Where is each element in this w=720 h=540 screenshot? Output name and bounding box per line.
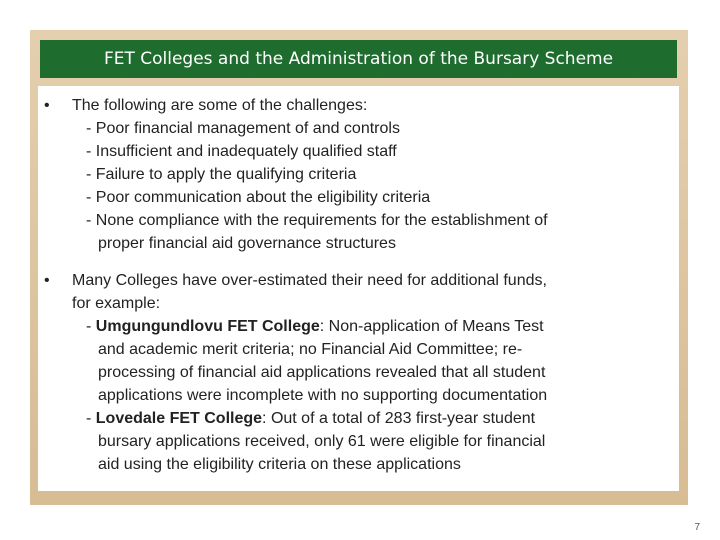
example-line: bursary applications received, only 61 were eligible for financial xyxy=(98,433,546,450)
slide-title: FET Colleges and the Administration of the Bursary Scheme xyxy=(40,40,677,78)
challenge-item-continuation: proper financial aid governance structures xyxy=(98,235,396,252)
college-name: Lovedale FET College xyxy=(95,410,263,427)
example-line: processing of financial aid applications revealed that all student xyxy=(98,364,546,381)
bullet-marker: • xyxy=(44,272,50,289)
college-name: Umgungundlovu FET College xyxy=(95,318,320,335)
challenge-item: - Poor financial management of and controls xyxy=(86,120,400,137)
challenge-item: - None compliance with the requirements for the establishment of xyxy=(86,212,548,229)
example-text: : Out of a total of 283 first-year student xyxy=(262,410,536,427)
colleges-intro-cont: for example: xyxy=(72,295,161,312)
example-line: applications were incomplete with no supporting documentation xyxy=(98,387,548,404)
challenges-intro: The following are some of the challenges: xyxy=(72,97,368,114)
example-prefix: - xyxy=(86,318,96,335)
challenge-item: - Failure to apply the qualifying criteria xyxy=(86,166,357,183)
example-line: aid using the eligibility criteria on these applications xyxy=(98,456,461,473)
colleges-intro: Many Colleges have over-estimated their need for additional funds, xyxy=(72,272,547,289)
challenge-item: - Poor communication about the eligibility criteria xyxy=(86,189,431,206)
example-text: : Non-application of Means Test xyxy=(319,318,544,335)
example-line: and academic merit criteria; no Financial Aid Committee; re- xyxy=(98,341,523,358)
challenge-item: - Insufficient and inadequately qualified staff xyxy=(86,143,397,160)
page-number: 7 xyxy=(694,522,700,533)
bullet-marker: • xyxy=(44,97,50,114)
example-lovedale xyxy=(86,408,535,431)
example-umgungundlovu xyxy=(86,316,544,339)
example-prefix: - xyxy=(86,410,96,427)
